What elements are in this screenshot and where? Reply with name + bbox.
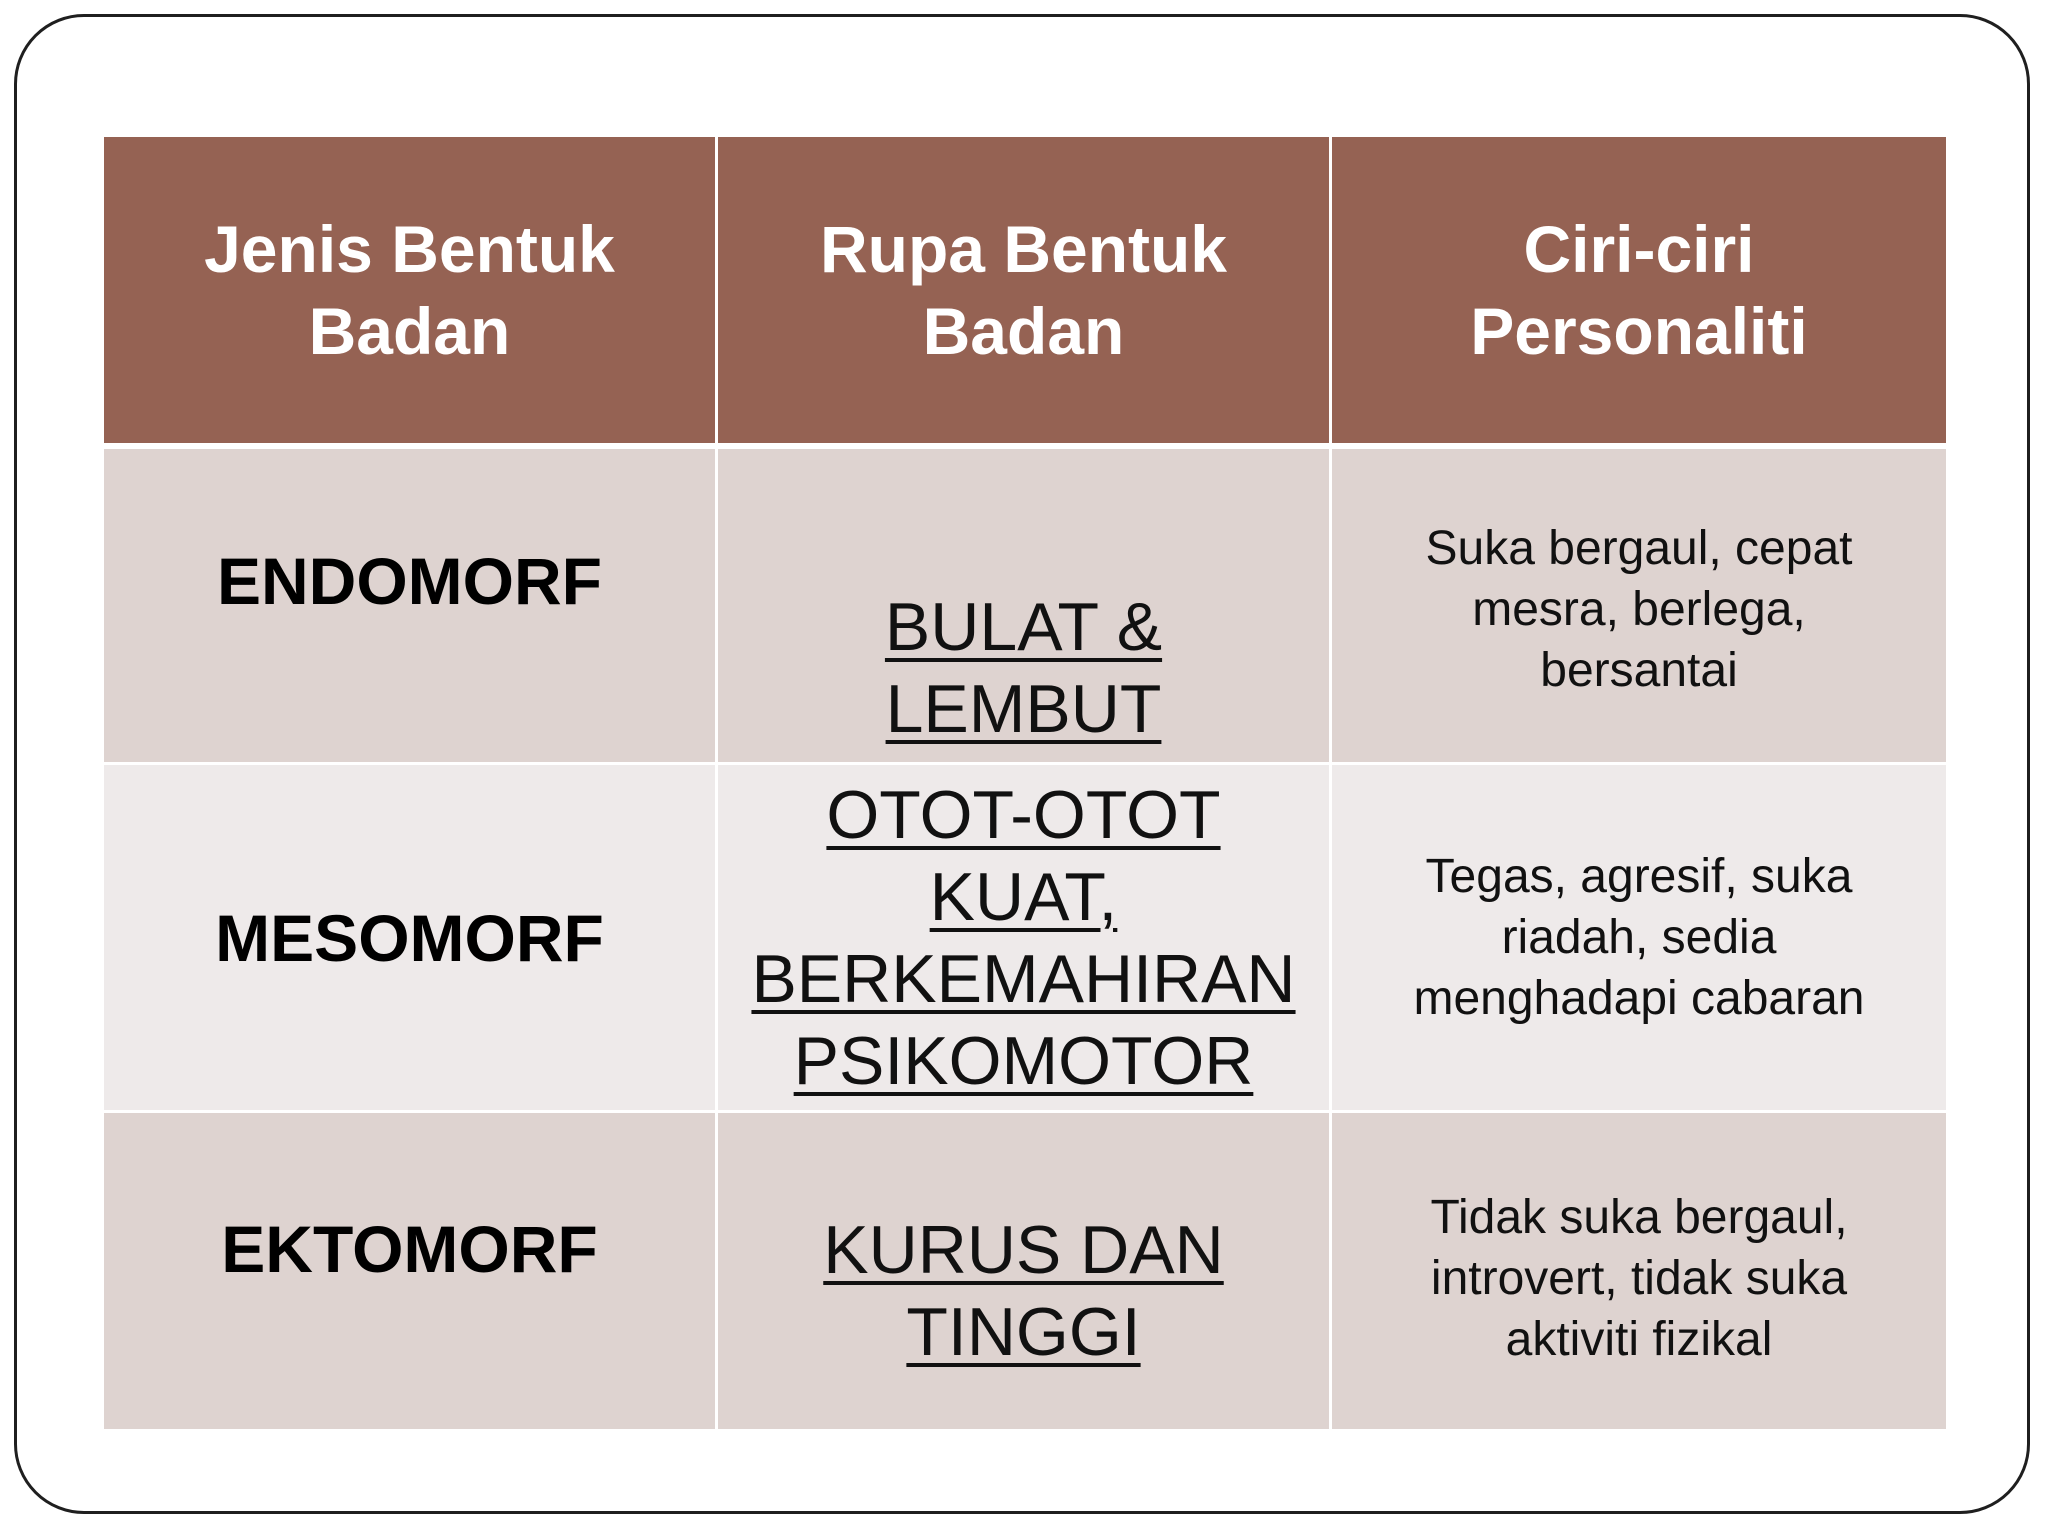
header-cell-body-type — [104, 137, 718, 449]
row-endomorf-traits-cell — [1332, 449, 1946, 765]
traits-text: Tidak suka bergaul, introvert, tidak suka aktiviti fizikal — [1430, 1191, 1848, 1366]
header-label-body-type: Jenis Bentuk Badan — [204, 212, 615, 368]
shape-text: BULAT & LEMBUT — [884, 589, 1163, 747]
row-ektomorf-traits-cell — [1332, 1113, 1946, 1429]
shape-label — [885, 586, 1162, 750]
type-label: MESOMORF — [215, 900, 604, 975]
row-endomorf-shape-cell — [718, 449, 1332, 765]
type-label: ENDOMORF — [217, 544, 602, 618]
row-mesomorf-shape-cell — [718, 765, 1332, 1113]
shape-text: OTOT-OTOT KUAT, BERKEMAHIRAN PSIKOMOTOR — [751, 776, 1296, 1099]
body-type-table — [104, 137, 1946, 1429]
row-endomorf-type-cell — [104, 449, 718, 765]
row-mesomorf-traits-cell — [1332, 765, 1946, 1113]
header-cell-body-shape — [718, 137, 1332, 449]
type-label: EKTOMORF — [221, 1212, 598, 1286]
shape-text: KURUS DAN TINGGI — [823, 1212, 1224, 1370]
header-label-personality: Ciri-ciri Personaliti — [1470, 212, 1808, 368]
traits-text: Tegas, agresif, suka riadah, sedia menghadapi cabaran — [1413, 850, 1865, 1025]
shape-label — [823, 1209, 1224, 1373]
traits-text: Suka bergaul, cepat mesra, berlega, bersantai — [1425, 522, 1853, 697]
row-ektomorf-type-cell — [104, 1113, 718, 1429]
header-label-body-shape: Rupa Bentuk Badan — [819, 212, 1228, 368]
header-cell-personality — [1332, 137, 1946, 449]
row-ektomorf-shape-cell — [718, 1113, 1332, 1429]
shape-label — [751, 774, 1295, 1102]
row-mesomorf-type-cell — [104, 765, 718, 1113]
